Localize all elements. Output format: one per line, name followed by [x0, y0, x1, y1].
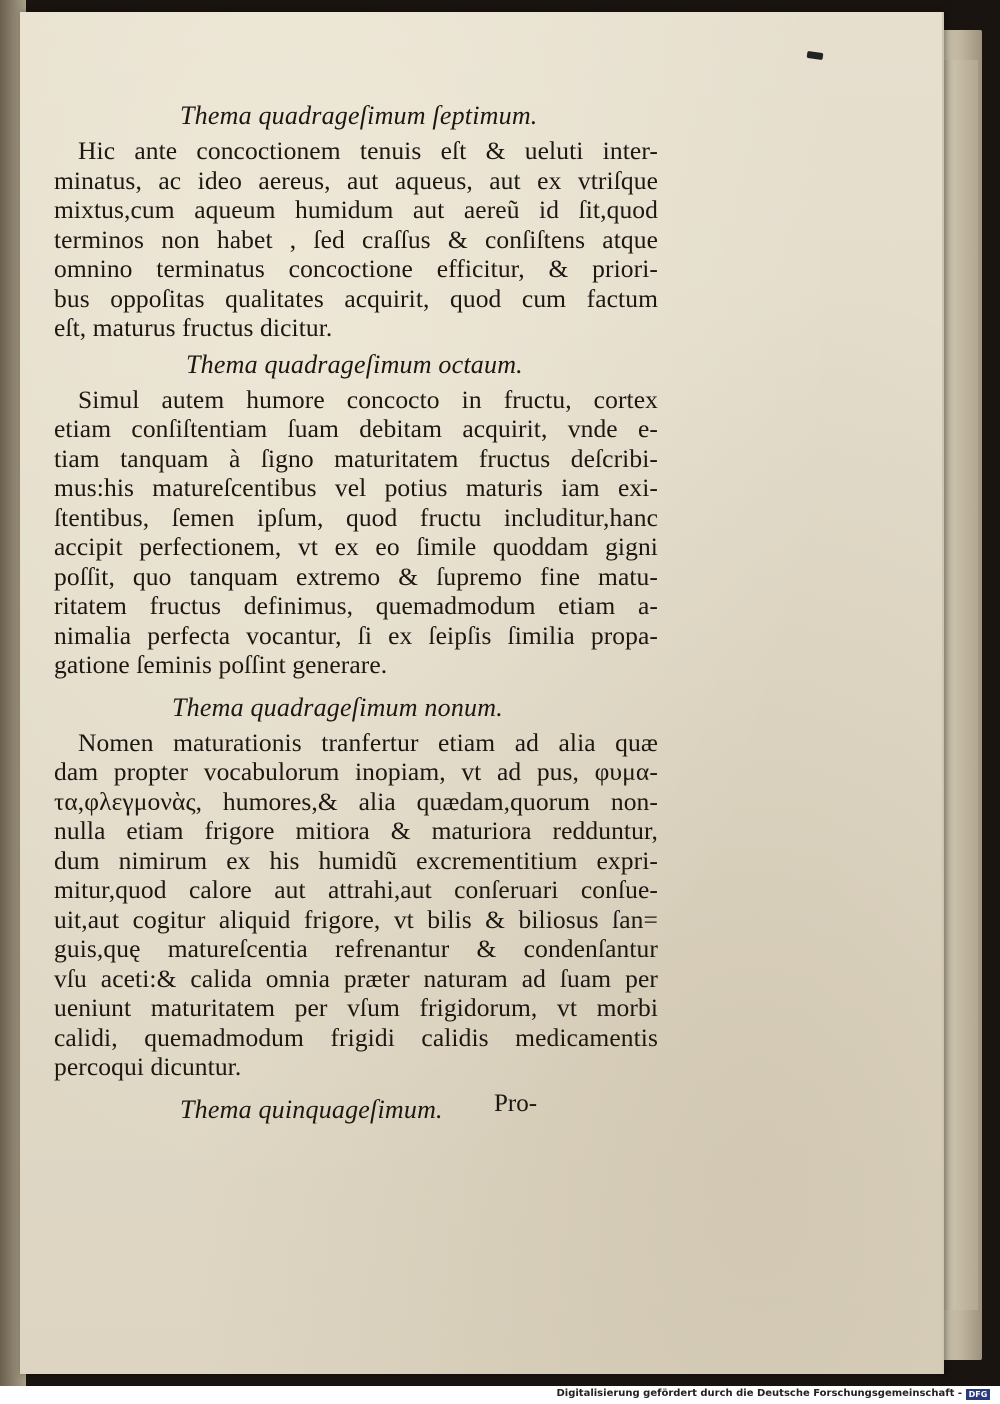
text-line: omnino terminatus concoctione efficitur, & priori-	[54, 254, 658, 283]
text-line: dum nimirum ex his humidũ excrementitium expri-	[54, 845, 658, 875]
page-text	[54, 94, 658, 1130]
text-line: ueniunt maturitatem per vſum frigidorum, vt morbi	[54, 993, 658, 1022]
text-line: tiam tanquam à ſigno maturitatem fructus deſcribi-	[54, 443, 658, 473]
text-line: Simul autem humore concocto in fructu, cortex	[78, 384, 658, 414]
text-line: gatione ſeminis poſſint generare.	[54, 650, 388, 679]
text-line: mixtus,cum aqueum humidum aut aereũ id ſit,quod	[54, 195, 658, 224]
text-line: calidi, quemadmodum frigidi calidis medicamentis	[54, 1022, 658, 1052]
paper-page	[20, 12, 944, 1374]
text-line: ritatem fructus definimus, quemadmodum etiam a-	[54, 591, 658, 620]
text-line: etiam conſiſtentiam ſuam debitam acquirit, vnde e-	[54, 414, 658, 443]
text-line: dam propter vocabulorum inopiam, vt ad pus, φυμα-	[54, 757, 658, 786]
text-line: mitur,quod calore aut attrahi,aut conſeruari conſue-	[54, 875, 658, 904]
section-heading-47: Thema quadrageſimum ſeptimum.	[180, 101, 538, 130]
text-line: ſtentibus, ſemen ipſum, quod fructu includitur,hanc	[54, 502, 658, 532]
text-line: uit,aut cogitur aliquid frigore, vt bilis & biliosus ſan=	[54, 904, 658, 934]
section-heading-50: Thema quinquageſimum.	[180, 1094, 443, 1124]
text-line: minatus, ac ideo aereus, aut aqueus, aut ex vtriſque	[54, 165, 658, 195]
funding-credit: Digitalisierung gefördert durch die Deutsche Forschungsgemeinschaft -	[556, 1388, 962, 1399]
dfg-logo: DFG	[966, 1389, 990, 1400]
paragraph-47	[54, 136, 658, 343]
text-line: eſt, maturus fructus dicitur.	[54, 313, 333, 342]
text-line: accipit perfectionem, vt ex eo ſimile quoddam gigni	[54, 532, 658, 561]
text-line: guis,quę matureſcentia refrenantur & condenſantur	[54, 934, 658, 963]
text-line: poſſit, quo tanquam extremo & ſupremo fine matu-	[54, 561, 658, 591]
text-line: Nomen maturationis tranfertur etiam ad alia quæ	[78, 727, 658, 757]
paragraph-48	[54, 385, 658, 680]
text-line: τα,φλεγμονὰς, humores,& alia quædam,quorum non-	[54, 786, 658, 816]
ink-mark	[807, 51, 824, 60]
text-line: bus oppoſitas qualitates acquirit, quod cum factum	[54, 283, 658, 313]
text-line: terminos non habet , ſed craſſus & conſiſtens atque	[54, 224, 658, 254]
paragraph-49	[54, 728, 658, 1082]
text-line: nulla etiam frigore mitiora & maturiora redduntur,	[54, 816, 658, 845]
text-line: Hic ante concoctionem tenuis eſt & ueluti inter-	[78, 136, 658, 165]
text-line: mus:his matureſcentibus vel potius maturis iam exi-	[54, 473, 658, 502]
text-line: percoqui dicuntur.	[54, 1052, 242, 1081]
catchword: Pro-	[494, 1090, 538, 1117]
section-heading-48: Thema quadrageſimum octaum.	[186, 349, 523, 379]
text-line: vſu aceti:& calida omnia præter naturam ad ſuam per	[54, 963, 658, 993]
text-line: nimalia perfecta vocantur, ſi ex ſeipſis ſimilia propa-	[54, 620, 658, 650]
section-heading-49: Thema quadrageſimum nonum.	[172, 692, 503, 722]
funding-footer	[0, 1386, 1000, 1404]
